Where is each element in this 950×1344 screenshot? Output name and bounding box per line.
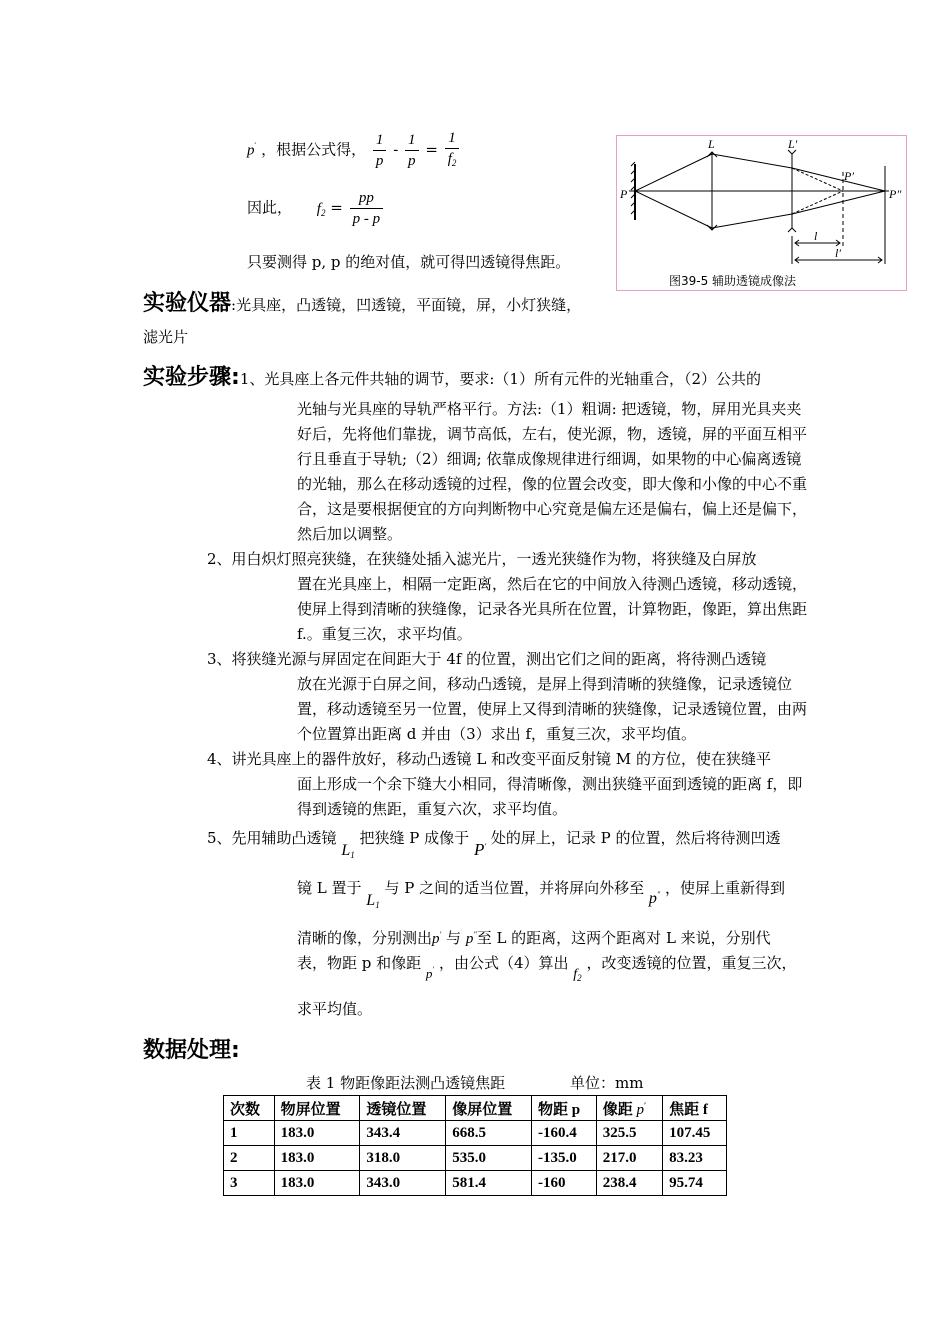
table-cell: 2 (224, 1146, 275, 1171)
formula-intro-text: ，根据公式得， (261, 140, 367, 159)
table-cell: 343.0 (360, 1171, 446, 1196)
table-cell: 318.0 (360, 1146, 446, 1171)
equals-sign: = (425, 140, 438, 159)
step3-first: 3、将狭缝光源与屏固定在间距大于 4f 的位置，测出它们之间的距离，将待测凸透镜 (207, 650, 767, 668)
header-lens-position: 透镜位置 (360, 1096, 446, 1121)
table-cell: 95.74 (663, 1171, 727, 1196)
table-cell: 343.4 (360, 1121, 446, 1146)
f2-symbol: $f_2$ (316, 200, 326, 218)
step2-rest: 置在光具座上，相隔一定距离，然后在它的中间放入待测凸透镜，移动透镜，使屏上得到清晰的狭缝像，记录各光具所在位置，计算物距，像距，算出焦距 f.。重复三次，求平均值。 (297, 575, 808, 643)
image-P-prime-symbol: P′ (473, 840, 487, 859)
table-cell: 183.0 (274, 1146, 360, 1171)
header-object-screen: 物屏位置 (274, 1096, 360, 1121)
table-cell: 3 (224, 1171, 275, 1196)
table-row (224, 1146, 727, 1171)
apparatus-line (143, 286, 581, 317)
table-cell: 668.5 (446, 1121, 532, 1146)
header-focal-length: 焦距 f (663, 1096, 727, 1121)
lens-L1-symbol-2: $L_1$ (366, 892, 380, 910)
table-cell: 1 (224, 1121, 275, 1146)
var-p-prime-2: p′ (432, 930, 442, 947)
table-cell: -135.0 (532, 1146, 597, 1171)
step3-rest: 放在光源于白屏之间，移动凸透镜，是屏上得到清晰的狭缝像，记录透镜位置，移动透镜至另一位置，使屏上又得到清晰的狭缝像，记录透镜位置，由两个位置算出距离 d 并由（3）求出 f，重复三次，求平均值。 (297, 675, 808, 743)
figure-caption: 图39-5 辅助透镜成像法 (669, 274, 797, 288)
label-P: P (620, 187, 628, 201)
table-cell: 325.5 (596, 1121, 662, 1146)
header-image-screen: 像屏位置 (446, 1096, 532, 1121)
step1-rest: 光轴与光具座的导轨严格平行。方法:（1）粗调: 把透镜，物，屏用光具夹夹好后，先将他们靠拢，调节高低，左右，使光源，物，透镜，屏的平面互相平行且垂直于导轨;（2）细调; 依靠成像规律进行细调，如果物的中心偏离透镜的光轴，那么在移动透镜的过程，像的位置会改变，即大像和小像的中心不重合，这是要根据便宜的方向判断物中心究竟是偏左还是偏右，偏上还是偏下，然后加以调整。 (297, 400, 808, 543)
table-cell: -160.4 (532, 1121, 597, 1146)
table-cell: 217.0 (596, 1146, 662, 1171)
table-row (224, 1171, 727, 1196)
table-unit: 单位：mm (570, 1074, 644, 1092)
apparatus-heading: 实验仪器 (143, 291, 232, 316)
ray-1 (635, 154, 712, 191)
step5-line-1: 5、先用辅助凸透镜 $L_1$ 把狭缝 P 成像于 P′ 处的屏上，记录 P 的位置，然后将待测凹透 (207, 829, 781, 860)
equals-sign-2: = (330, 198, 343, 217)
lens-diagram (617, 136, 906, 290)
header-image-distance: 像距 p′ (596, 1096, 662, 1121)
step5-line-4: 表，物距 p 和像距 p′ ，由公式（4）算出 $f_2$ ，改变透镜的位置，重复三次， (297, 954, 797, 983)
image-p-double-symbol: p″ (648, 890, 661, 907)
header-object-distance: 物距 p (532, 1096, 597, 1121)
table-cell: 107.45 (663, 1121, 727, 1146)
label-P-prime: P′ (844, 169, 854, 183)
table-header-row (224, 1096, 727, 1121)
step5-line-5: 求平均值。 (297, 1000, 373, 1018)
label-L-prime: L′ (788, 137, 798, 151)
lens-L1-symbol: $L_1$ (341, 842, 355, 860)
label-l-prime: l′ (835, 246, 841, 260)
data-heading: 数据处理: (143, 1038, 240, 1063)
formula-intro-line: p′ ，根据公式得， $\frac{1}{p}$ - $\frac{1}{p}$ = $\frac{1}{f_2}$ (247, 128, 461, 173)
apparatus-text-2: 滤光片 (143, 328, 189, 346)
var-p-prime: p (247, 142, 255, 159)
table-caption: 表 1 物距像距法测凸透镜焦距 (306, 1074, 506, 1092)
var-p-double-2: p″ (465, 930, 477, 947)
label-l: l (814, 229, 818, 243)
auxiliary-lens-figure (616, 135, 907, 291)
minus-sign: - (393, 140, 399, 159)
step5-line-3: 清晰的像，分别测出p′ 与 p″至 L 的距离，这两个距离对 L 来说，分别代 (297, 929, 771, 947)
steps-heading: 实验步骤: (143, 365, 240, 390)
step4-rest: 面上形成一个余下缝大小相同，得清晰像，测出狭缝平面到透镜的距离 f，即得到透镜的焦距，重复六次，求平均值。 (297, 775, 803, 818)
table-cell: -160 (532, 1171, 597, 1196)
fraction-pp-over-p-minus-p: $\frac{pp}{p - p}$ (350, 188, 384, 229)
var-p-small: p′ (425, 965, 435, 981)
step1-first: 1、光具座上各元件共轴的调节，要求:（1）所有元件的光轴重合，（2）公共的 (239, 370, 762, 388)
fraction-1-over-p-2: $\frac{1}{p}$ (405, 130, 419, 171)
table-cell: 83.23 (663, 1146, 727, 1171)
therefore-line (247, 188, 385, 229)
apparatus-text: :光具座，凸透镜，凹透镜，平面镜，屏，小灯狭缝， (231, 296, 582, 314)
therefore-label: 因此， (247, 198, 293, 217)
table-cell: 238.4 (596, 1171, 662, 1196)
step4-first: 4、讲光具座上的器件放好，移动凸透镜 L 和改变平面反射镜 M 的方位，使在狭缝平 (207, 750, 771, 768)
measure-line: 只要测得 p, p 的绝对值，就可得凹透镜得焦距。 (247, 253, 571, 271)
focal-length-table (223, 1095, 727, 1196)
step5-line-2: 镜 L 置于 $L_1$ 与 P 之间的适当位置，并将屏向外移至 p″ ，使屏上重新得到 (297, 879, 786, 910)
fraction-1-over-p: $\frac{1}{p}$ (373, 130, 387, 171)
table-row (224, 1121, 727, 1146)
fraction-1-over-f2: $\frac{1}{f_2}$ (445, 128, 460, 173)
table-cell: 183.0 (274, 1171, 360, 1196)
f2-symbol-2: $f_2$ (573, 967, 582, 983)
label-L: L (708, 137, 715, 151)
step2-first: 2、用白炽灯照亮狭缝，在狭缝处插入滤光片，一透光狭缝作为物，将狭缝及白屏放 (207, 550, 757, 568)
header-count: 次数 (224, 1096, 275, 1121)
table-cell: 535.0 (446, 1146, 532, 1171)
table-cell: 183.0 (274, 1121, 360, 1146)
table-cell: 581.4 (446, 1171, 532, 1196)
ray-2 (635, 191, 712, 228)
steps-first-line (143, 360, 761, 392)
label-P-double: P″ (889, 187, 902, 201)
